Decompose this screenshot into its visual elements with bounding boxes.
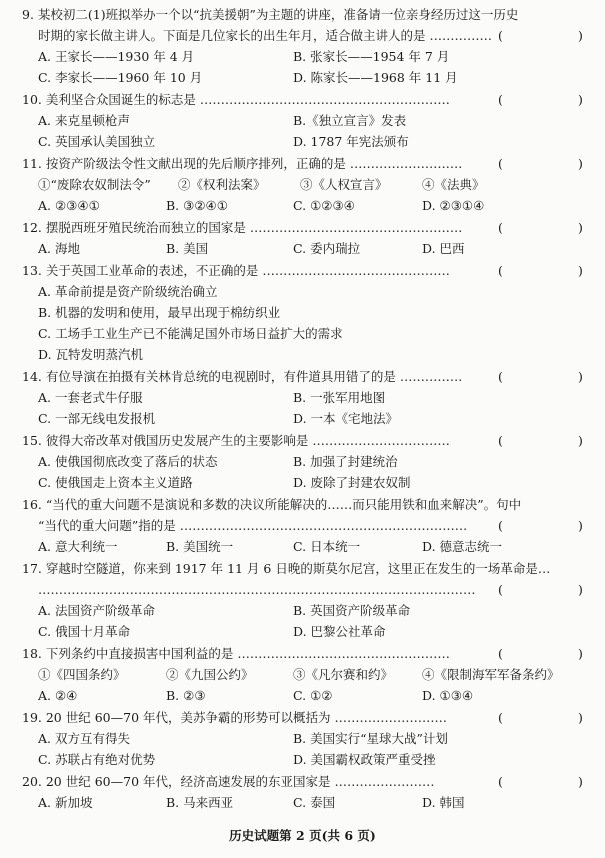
stem-line: 12. 摆脱西班牙殖民统治而独立的国家是 ……………………………………………	[22, 220, 463, 235]
answer-paren-close: )	[578, 263, 583, 278]
stem-line: 18. 下列条约中直接损害中国利益的是 ……………………………………………	[22, 646, 450, 661]
option: A. 使俄国彻底改变了落后的状态	[38, 454, 218, 469]
question-11-items	[0, 176, 605, 194]
question-9-stem	[0, 6, 605, 24]
question-18-options	[0, 687, 605, 705]
option: D. 瓦特发明蒸汽机	[38, 347, 144, 362]
option: A. 意大利统一	[38, 539, 118, 554]
option: A. 一套老式牛仔服	[38, 390, 143, 405]
option: B.《独立宣言》发表	[293, 113, 407, 128]
page-footer: 历史试题第 2 页(共 6 页)	[229, 828, 376, 843]
option: B. 美国统一	[166, 539, 234, 554]
option: D. 德意志统一	[422, 539, 503, 554]
question-13-stem	[0, 262, 605, 280]
answer-paren-open: (	[498, 518, 503, 533]
option: D. 一本《宅地法》	[293, 411, 399, 426]
question-13-option	[0, 325, 605, 343]
option: D. 巴黎公社革命	[293, 624, 386, 639]
answer-paren-open: (	[498, 220, 503, 235]
option: C. 工场手工业生产已不能满足国外市场日益扩大的需求	[38, 326, 343, 341]
question-14-options	[0, 389, 605, 407]
option: D. 陈家长——1968 年 11 月	[293, 70, 458, 85]
stem-line: 10. 美利坚合众国诞生的标志是 ……………………………………………………	[22, 92, 450, 107]
answer-paren-close: )	[578, 369, 583, 384]
option: A. 来克星顿枪声	[38, 113, 130, 128]
stem-line: 20. 20 世纪 60—70 年代，经济高速发展的东亚国家是 ……………………	[22, 774, 435, 789]
answer-paren-open: (	[498, 92, 503, 107]
answer-paren-open: (	[498, 582, 503, 597]
option: C. 英国承认美国独立	[38, 134, 156, 149]
option: D. ②③①④	[422, 198, 485, 213]
stem-line: 17. 穿越时空隧道，你来到 1917 年 11 月 6 日晚的斯莫尔尼宫，这里正在发生的一场革命是…	[22, 561, 551, 576]
answer-paren-close: )	[578, 92, 583, 107]
option: C. 苏联占有绝对优势	[38, 752, 156, 767]
question-20-options	[0, 794, 605, 812]
numbered-item: ②《九国公约》	[166, 667, 254, 682]
answer-paren-open: (	[498, 774, 503, 789]
option: D. 废除了封建农奴制	[293, 475, 411, 490]
question-14-stem	[0, 368, 605, 386]
stem-line: 16. “当代的重大问题不是演说和多数的决议所能解决的……而只能用铁和血来解决”。句中	[22, 497, 522, 512]
option: A. 法国资产阶级革命	[38, 603, 155, 618]
option: C. ①②③④	[293, 198, 355, 213]
question-20-stem	[0, 773, 605, 791]
question-15-stem	[0, 432, 605, 450]
question-10-options	[0, 133, 605, 151]
option: C. 日本统一	[293, 539, 361, 554]
option: A. ②③④①	[38, 198, 100, 213]
answer-paren-open: (	[498, 646, 503, 661]
answer-paren-close: )	[578, 646, 583, 661]
option: D. 韩国	[422, 795, 465, 810]
option: C. 一部无线电发报机	[38, 411, 156, 426]
question-18-stem	[0, 645, 605, 663]
answer-paren-open: (	[498, 156, 503, 171]
question-19-options	[0, 751, 605, 769]
answer-paren-close: )	[578, 433, 583, 448]
answer-paren-open: (	[498, 28, 503, 43]
question-17-options	[0, 602, 605, 620]
option: B. 美国	[166, 241, 209, 256]
question-13-option	[0, 283, 605, 301]
stem-line: ……………………………………………………………………………………………	[38, 582, 476, 597]
option: C. ①②	[293, 688, 333, 703]
numbered-item: ④《限制海军军备条约》	[422, 667, 560, 682]
numbered-item: ②《权利法案》	[178, 177, 266, 192]
question-14-options	[0, 410, 605, 428]
option: D. ①③④	[422, 688, 474, 703]
stem-line: 13. 关于英国工业革命的表述，不正确的是 ………………………………………	[22, 263, 450, 278]
numbered-item: ①《四国条约》	[38, 667, 126, 682]
numbered-item: ③《人权宣言》	[300, 177, 388, 192]
answer-paren-open: (	[498, 369, 503, 384]
answer-paren-close: )	[578, 28, 583, 43]
stem-line: 11. 按资产阶级法令性文献出现的先后顺序排列，正确的是 ………………………	[22, 156, 463, 171]
question-16-stem	[0, 496, 605, 514]
question-15-options	[0, 453, 605, 471]
answer-paren-open: (	[498, 433, 503, 448]
question-13-option	[0, 346, 605, 364]
option: C. 泰国	[293, 795, 336, 810]
option: A. 革命前提是资产阶级统治确立	[38, 284, 218, 299]
question-17-stem	[0, 581, 605, 599]
option: C. 俄国十月革命	[38, 624, 131, 639]
option: C. 使俄国走上资本主义道路	[38, 475, 193, 490]
question-9-options	[0, 69, 605, 87]
answer-paren-close: )	[578, 220, 583, 235]
stem-line: 9. 某校初二(1)班拟举办一个以“抗美援朝”为主题的讲座，准备请一位亲身经历过这一历史	[22, 7, 519, 22]
option: B. 一张军用地图	[293, 390, 386, 405]
stem-line: 时期的家长做主讲人。下面是几位家长的出生年月，适合做主讲人的是 ……………	[38, 28, 492, 43]
option: B. 加强了封建统治	[293, 454, 398, 469]
answer-paren-open: (	[498, 710, 503, 725]
answer-paren-close: )	[578, 774, 583, 789]
question-10-stem	[0, 91, 605, 109]
option: A. 海地	[38, 241, 80, 256]
question-18-items	[0, 666, 605, 684]
option: A. 双方互有得失	[38, 731, 130, 746]
question-13-option	[0, 304, 605, 322]
option: C. 委内瑞拉	[293, 241, 361, 256]
question-11-stem	[0, 155, 605, 173]
question-11-options	[0, 197, 605, 215]
stem-line: 14. 有位导演在拍摄有关林肯总统的电视剧时，有件道具用错了的是 ……………	[22, 369, 463, 384]
question-9-options	[0, 48, 605, 66]
answer-paren-close: )	[578, 156, 583, 171]
option: B. ②③	[166, 688, 206, 703]
answer-paren-close: )	[578, 518, 583, 533]
option: A. 新加坡	[38, 795, 93, 810]
question-16-options	[0, 538, 605, 556]
option: B. 张家长——1954 年 7 月	[293, 49, 450, 64]
option: B. ③②④①	[166, 198, 228, 213]
numbered-item: ④《法典》	[422, 177, 485, 192]
option: A. ②④	[38, 688, 78, 703]
numbered-item: ③《凡尔赛和约》	[293, 667, 394, 682]
option: B. 美国实行“星球大战”计划	[293, 731, 448, 746]
option: D. 巴西	[422, 241, 465, 256]
option: D. 美国霸权政策严重受挫	[293, 752, 436, 767]
answer-paren-close: )	[578, 582, 583, 597]
question-10-options	[0, 112, 605, 130]
option: A. 王家长——1930 年 4 月	[38, 49, 195, 64]
option: B. 马来西亚	[166, 795, 234, 810]
question-9-stem	[0, 27, 605, 45]
question-12-stem	[0, 219, 605, 237]
question-15-options	[0, 474, 605, 492]
question-12-options	[0, 240, 605, 258]
option: B. 机器的发明和使用，最早出现于棉纺织业	[38, 305, 281, 320]
question-16-stem	[0, 517, 605, 535]
option: C. 李家长——1960 年 10 月	[38, 70, 203, 85]
stem-line: “当代的重大问题”指的是 ……………………………………………………………	[38, 518, 468, 533]
answer-paren-close: )	[578, 710, 583, 725]
answer-paren-open: (	[498, 263, 503, 278]
question-17-stem	[0, 560, 605, 578]
question-17-options	[0, 623, 605, 641]
numbered-item: ①“废除农奴制法令”	[38, 177, 151, 192]
option: D. 1787 年宪法颁布	[293, 134, 409, 149]
option: B. 英国资产阶级革命	[293, 603, 411, 618]
question-19-options	[0, 730, 605, 748]
stem-line: 19. 20 世纪 60—70 年代，美苏争霸的形势可以概括为 ………………………	[22, 710, 447, 725]
stem-line: 15. 彼得大帝改革对俄国历史发展产生的主要影响是 ……………………………	[22, 433, 450, 448]
question-19-stem	[0, 709, 605, 727]
